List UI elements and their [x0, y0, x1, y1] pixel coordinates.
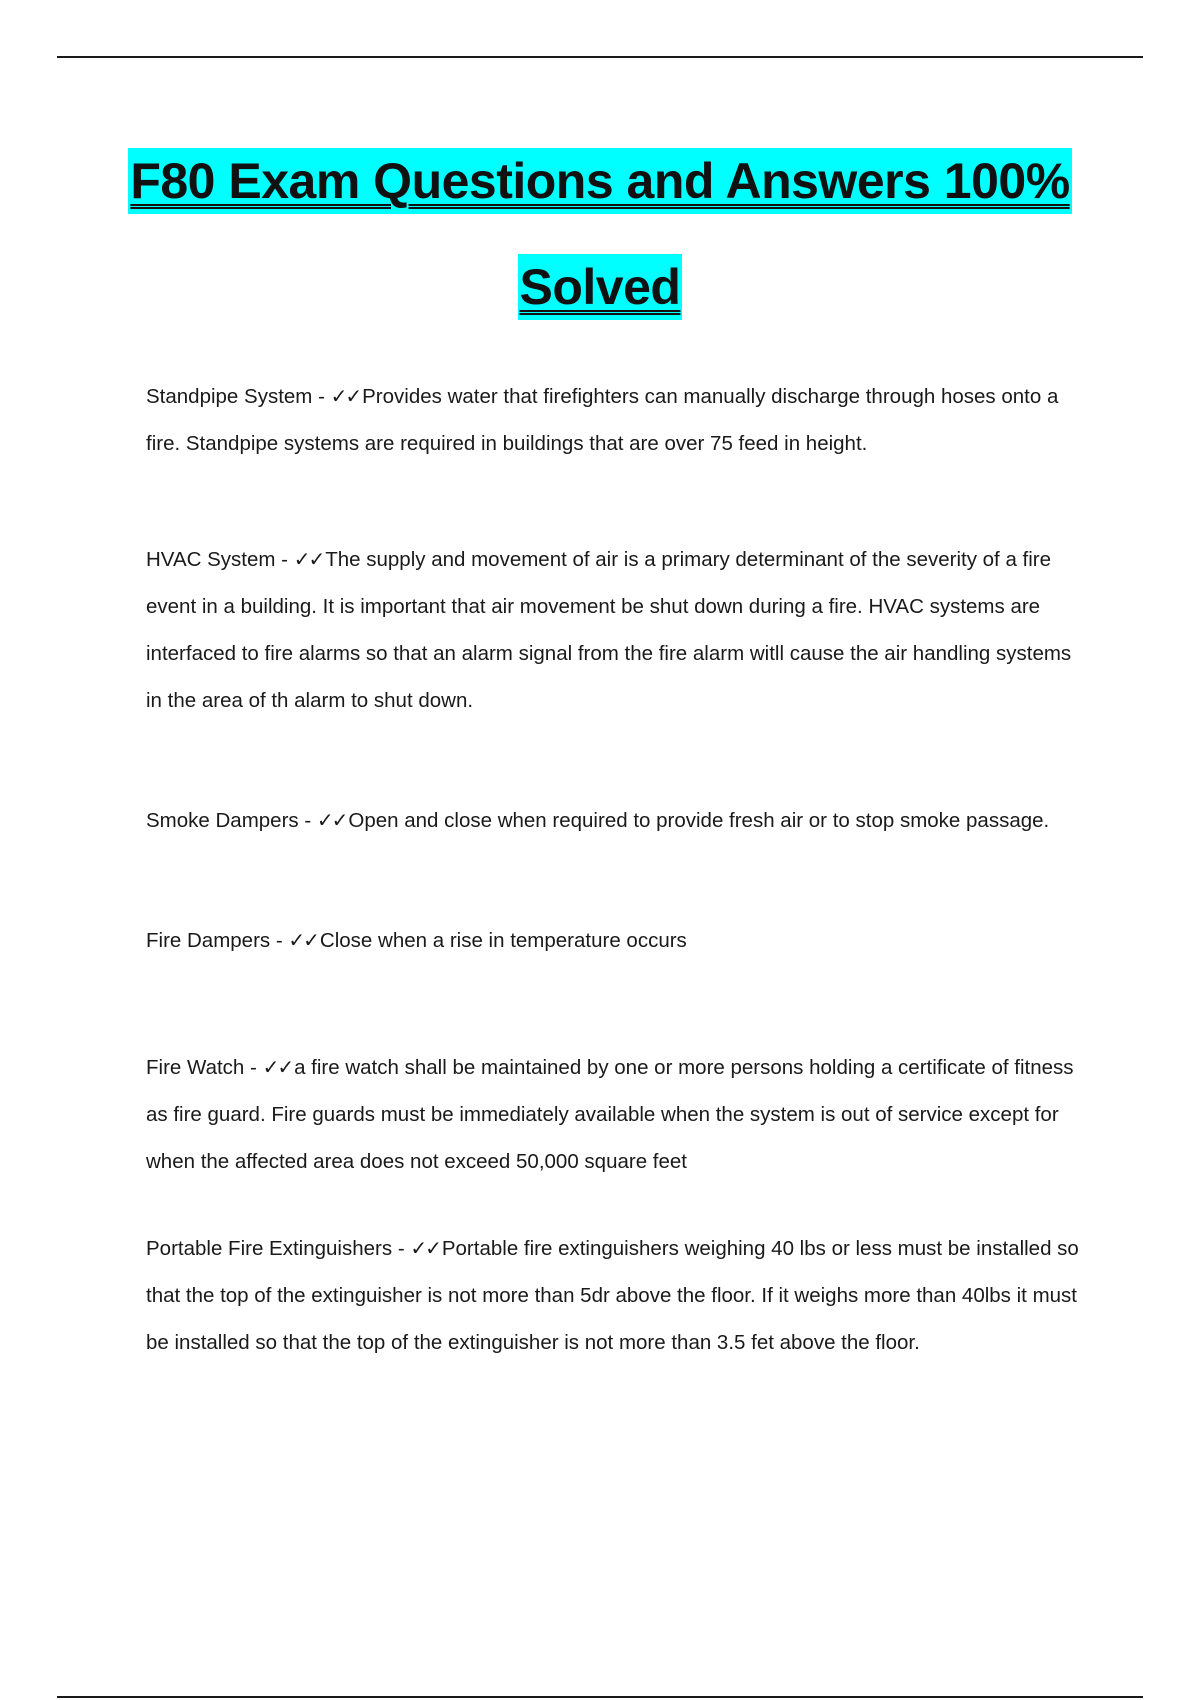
qa-term: Fire Dampers - [146, 929, 288, 952]
qa-entry-hvac-system [146, 536, 1086, 724]
bottom-divider [57, 1696, 1143, 1698]
qa-term: HVAC System - [146, 548, 294, 571]
qa-term: Standpipe System - [146, 385, 331, 408]
qa-term: Portable Fire Extinguishers - [146, 1237, 410, 1260]
page-title [60, 148, 1140, 320]
double-check-icon: ✓✓ [262, 1055, 293, 1079]
qa-entry-portable-fire-extinguishers [146, 1225, 1086, 1366]
double-check-icon: ✓✓ [288, 928, 318, 952]
qa-entry-standpipe-system [146, 373, 1086, 467]
double-check-icon: ✓✓ [330, 384, 361, 408]
qa-list [146, 373, 1086, 1366]
qa-answer: The supply and movement of air is a primary determinant of the severity of a fire event in a building. It is important that air movement be shut down during a fire. HVAC systems are interfaced to fire alarms so that an alarm signal from the fire alarm witll cause the air handling systems in the area of th alarm to shut down. [146, 548, 1072, 712]
qa-answer: Portable fire extinguishers weighing 40 lbs or less must be installed so that the top of the extinguisher is not more than 5dr above the floor. If it weighs more than 40lbs it must be installed so that the top of the extinguisher is not more than 3.5 fet above the floor. [146, 1237, 1079, 1354]
qa-answer: Close when a rise in temperature occurs [319, 929, 687, 952]
title-line-2: Solved [518, 254, 683, 320]
top-divider [57, 56, 1143, 58]
qa-entry-fire-dampers [146, 917, 1086, 964]
qa-entry-fire-watch [146, 1044, 1086, 1185]
qa-answer: a fire watch shall be maintained by one or more persons holding a certificate of fitness as fire guard. Fire guards must be immediately available when the system is out of service except for when the affected area does not exceed 50,000 square feet [146, 1056, 1074, 1173]
title-line-1: F80 Exam Questions and Answers 100% [128, 148, 1071, 214]
qa-term: Smoke Dampers - [146, 809, 317, 832]
double-check-icon: ✓✓ [293, 547, 324, 571]
qa-answer: Provides water that firefighters can manually discharge through hoses onto a fire. Standpipe systems are required in buildings that are over 75 feed in height. [146, 385, 1059, 455]
double-check-icon: ✓✓ [410, 1236, 440, 1260]
qa-answer: Open and close when required to provide fresh air or to stop smoke passage. [348, 809, 1050, 832]
qa-entry-smoke-dampers [146, 797, 1086, 844]
double-check-icon: ✓✓ [316, 808, 347, 832]
qa-term: Fire Watch - [146, 1056, 263, 1079]
